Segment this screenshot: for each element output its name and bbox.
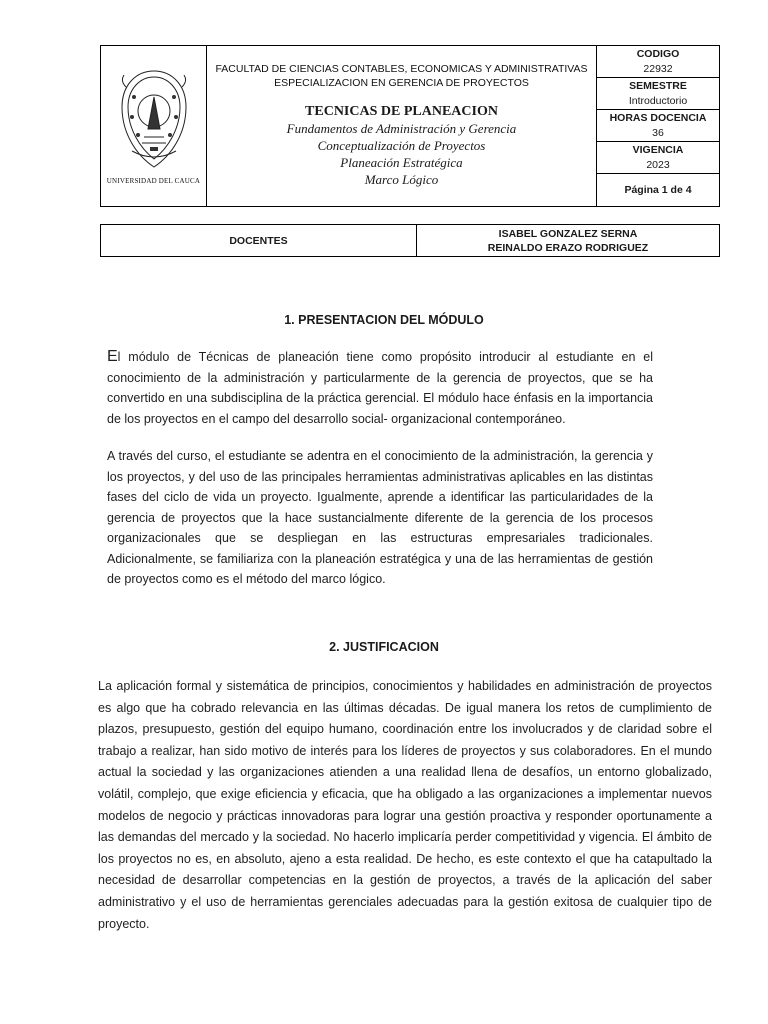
paragraph-text: l módulo de Técnicas de planeación tiene como propósito introducir al estudiante en el conocimiento de la administración y particularmente de la gerencia de proyectos, que se ha convertido en una subdisciplina de la práctica gerencial. El módulo hace énfasis en la importancia de los proyectos en el campo del desarrollo social- organizacional contemporáneo. [107, 350, 653, 426]
course-title: TECNICAS DE PLANEACION [305, 104, 498, 119]
program-line: ESPECIALIZACION EN GERENCIA DE PROYECTOS [274, 77, 529, 89]
logo-cell [101, 46, 207, 206]
topic-item: Planeación Estratégica [340, 155, 463, 170]
paragraph: A través del curso, el estudiante se adentra en el conocimiento de la administración, la gerencia y los proyectos, y del uso de las principales herramientas administrativas aplicables en las distintas fases del ciclo de vida un proyecto. Igualmente, aprende a identificar las particularidades de la gerencia de proyectos que la hace sustancialmente diferente de la gerencia de los procesos organizacionales que se despliegan en las estructuras empresariales tradicionales. Adicionalmente, se familiariza con la planeación estratégica y una de las herramientas de gestión de proyectos como es el método del marco lógico. [107, 449, 653, 586]
codigo-value: 22932 [643, 63, 673, 75]
vigencia-value: 2023 [646, 159, 670, 171]
semestre-label: SEMESTRE [629, 80, 687, 92]
pagina-row [597, 174, 719, 206]
topic-item: Fundamentos de Administración y Gerencia [286, 121, 517, 136]
vigencia-label: VIGENCIA [632, 144, 684, 156]
university-seal-icon [114, 67, 194, 175]
semestre-row [597, 78, 719, 110]
section-heading: 1. PRESENTACION DEL MÓDULO [284, 313, 484, 327]
logo-caption: UNIVERSIDAD DEL CAUCA [106, 177, 201, 185]
page-number: Página 1 de 4 [624, 183, 692, 196]
paragraph: La aplicación formal y sistemática de principios, conocimientos y habilidades en administración de proyectos es algo que ha cobrado relevancia en las últimas décadas. De igual manera los retos de cumplimiento de plazos, presupuesto, gestión del equipo humano, coordinación entre los involucrados y de claridad sobre el trabajo a realizar, han sido motivo de interés para los líderes de proyectos y sus colaboradores. En el mundo actual la sociedad y las organizaciones atienden a una realidad llena de desafíos, un entorno globalizado, volátil, complejo, que exige eficiencia y eficacia, que ha obligado a las organizaciones a implementar nuevos modelos de negocio y prácticas innovadoras para lograr una gestión proactiva y responder oportunamente a las demandas del mercado y la sociedad. No hacerlo implicaría perder competitividad y vigencia. El ámbito de los proyectos no es, en absoluto, ajeno a esta realidad. De hecho, es este contexto el que ha catapultado la necesidad de desarrollar competencias en la gestión de proyectos, a través de la aplicación del saber administrativo y el uso de herramientas gerenciales adecuadas para la gestión exitosa de cualquier tipo de proyecto. [98, 679, 712, 931]
docentes-table [100, 224, 720, 257]
vigencia-row [597, 142, 719, 174]
topic-item: Conceptualización de Proyectos [317, 138, 486, 153]
header-table [100, 45, 720, 207]
paragraph [107, 347, 653, 429]
horas-row [597, 110, 719, 142]
topic-item: Marco Lógico [364, 172, 439, 187]
docentes-names [417, 225, 719, 256]
faculty-line: FACULTAD DE CIENCIAS CONTABLES, ECONOMICAS Y ADMINISTRATIVAS [215, 63, 588, 75]
meta-cell [597, 46, 719, 206]
codigo-row [597, 46, 719, 78]
dropcap-letter: E [107, 348, 118, 365]
semestre-value: Introductorio [628, 95, 688, 107]
horas-label: HORAS DOCENCIA [609, 112, 707, 124]
docentes-label: DOCENTES [101, 225, 417, 256]
course-info-cell [207, 46, 597, 206]
section-heading: 2. JUSTIFICACION [329, 640, 439, 654]
docente-name: ISABEL GONZALEZ SERNA [498, 228, 638, 240]
docente-name: REINALDO ERAZO RODRIGUEZ [487, 242, 649, 254]
codigo-label: CODIGO [636, 48, 680, 60]
horas-value: 36 [652, 127, 664, 139]
